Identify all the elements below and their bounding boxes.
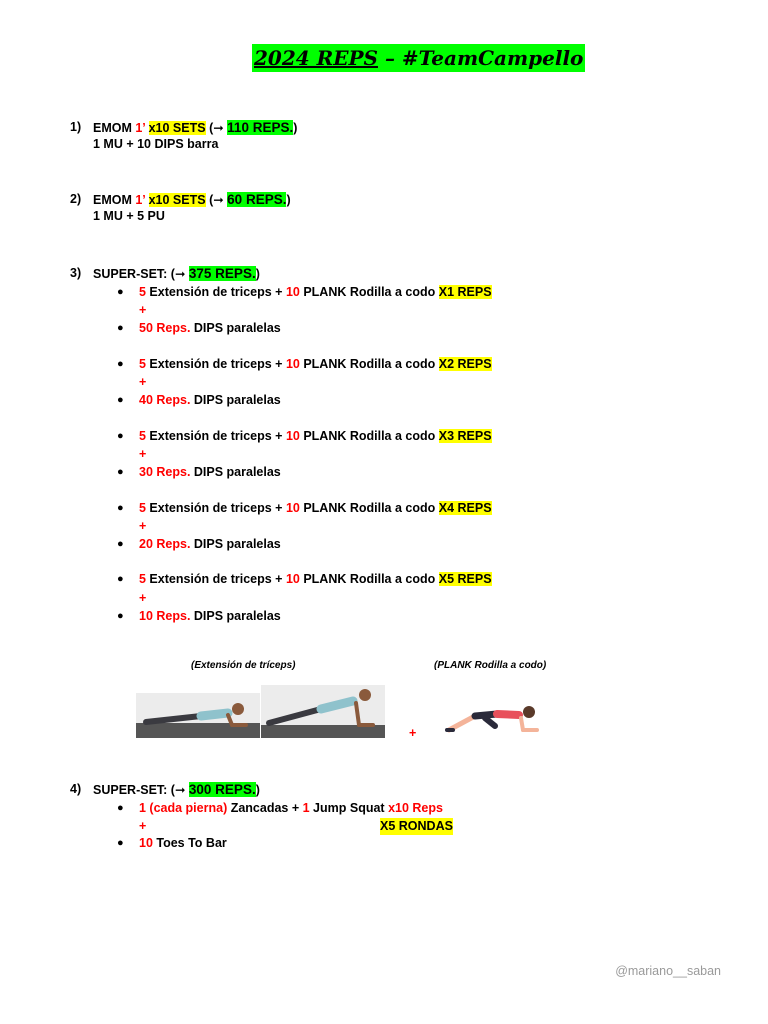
round-5-plank: PLANK Rodilla a codo	[299, 572, 439, 586]
round-1-plank: PLANK Rodilla a codo	[299, 285, 439, 299]
round-4-dips-reps: 20 Reps.	[139, 537, 191, 551]
section-3-reps: 375 REPS.	[188, 266, 256, 281]
round-1-dips	[139, 320, 281, 337]
round-4-dips	[139, 536, 281, 553]
bullet-marker: ●	[117, 837, 124, 849]
round-4-plus: +	[139, 519, 147, 533]
round-5-dips-reps: 10 Reps.	[139, 609, 191, 623]
section-1-number: 1)	[70, 120, 82, 134]
section-2-time: 1’	[135, 193, 146, 207]
bullet-marker: ●	[117, 394, 124, 406]
round-5-triceps-count: 5	[139, 572, 146, 586]
round-5-plank-count: 10	[285, 572, 300, 586]
section-2-reps: 60 REPS.	[227, 192, 287, 207]
section-4-heading	[93, 781, 260, 798]
section-4-number: 4)	[70, 782, 82, 796]
round-5-dips	[139, 608, 281, 625]
round-1-plank-count: 10	[285, 285, 300, 299]
author-handle: @mariano__saban	[615, 964, 721, 978]
section-2-close: )	[286, 193, 291, 207]
round-4-triceps-count: 5	[139, 501, 146, 515]
section-4-reps-multiplier: x10 Reps	[388, 801, 443, 815]
toes-to-bar-label: Toes To Bar	[152, 836, 227, 850]
round-4-dips-label: DIPS paralelas	[190, 537, 281, 551]
round-3-triceps: Extensión de triceps +	[145, 429, 286, 443]
section-2-sets: x10 SETS	[148, 193, 206, 207]
round-4-multiplier: X4 REPS	[438, 501, 492, 515]
round-3-triceps-count: 5	[139, 429, 146, 443]
round-2-triceps-count: 5	[139, 357, 146, 371]
title-year-reps: 2024 REPS	[254, 46, 378, 70]
round-4-exercise	[139, 500, 492, 517]
round-3-multiplier: X3 REPS	[438, 429, 492, 443]
round-2-dips	[139, 392, 281, 409]
section-1-reps: 110 REPS.	[227, 120, 294, 135]
round-5-triceps: Extensión de triceps +	[145, 572, 286, 586]
round-1-triceps-count: 5	[139, 285, 146, 299]
round-2-exercise	[139, 356, 492, 373]
section-1-sets: x10 SETS	[148, 121, 206, 135]
section-2-detail: 1 MU + 5 PU	[93, 209, 165, 223]
round-4-triceps: Extensión de triceps +	[145, 501, 286, 515]
round-5-multiplier: X5 REPS	[438, 572, 492, 586]
plank-knee-to-elbow-illustration	[445, 698, 545, 736]
section-4-line-1	[139, 800, 443, 817]
triceps-caption: (Extensión de tríceps)	[191, 660, 296, 671]
bullet-marker: ●	[117, 802, 124, 814]
lunge-label: Zancadas +	[227, 801, 303, 815]
images-plus: +	[409, 726, 417, 740]
bullet-marker: ●	[117, 286, 124, 298]
section-1-arrow: (➞	[209, 121, 228, 135]
section-2-label: EMOM	[93, 193, 136, 207]
section-1-close: )	[293, 121, 298, 135]
round-5-exercise	[139, 571, 492, 588]
bullet-marker: ●	[117, 430, 124, 442]
bullet-marker: ●	[117, 322, 124, 334]
bullet-marker: ●	[117, 358, 124, 370]
section-1-time: 1’	[135, 121, 146, 135]
round-1-triceps: Extensión de triceps +	[145, 285, 286, 299]
round-3-dips-label: DIPS paralelas	[190, 465, 281, 479]
round-3-exercise	[139, 428, 492, 445]
triceps-extension-photo-2	[261, 685, 385, 738]
section-4-close: )	[255, 783, 260, 797]
section-4-rounds: X5 RONDAS	[380, 819, 453, 833]
bullet-marker: ●	[117, 538, 124, 550]
round-5-dips-label: DIPS paralelas	[190, 609, 281, 623]
round-2-plank-count: 10	[285, 357, 300, 371]
section-1-label: EMOM	[93, 121, 136, 135]
round-3-dips-reps: 30 Reps.	[139, 465, 191, 479]
section-3-close: )	[255, 267, 260, 281]
section-2-heading	[93, 191, 291, 208]
round-3-plank: PLANK Rodilla a codo	[299, 429, 439, 443]
round-1-multiplier: X1 REPS	[438, 285, 492, 299]
bullet-marker: ●	[117, 573, 124, 585]
section-3-heading	[93, 265, 260, 282]
round-1-dips-reps: 50 Reps.	[139, 321, 191, 335]
plank-caption: (PLANK Rodilla a codo)	[434, 660, 547, 671]
page-title	[252, 44, 585, 72]
section-3-number: 3)	[70, 266, 82, 280]
round-1-exercise	[139, 284, 492, 301]
section-2-arrow: (➞	[209, 193, 228, 207]
section-1-heading	[93, 119, 297, 136]
section-1-detail: 1 MU + 10 DIPS barra	[93, 137, 219, 151]
round-1-plus: +	[139, 303, 147, 317]
section-2-number: 2)	[70, 192, 82, 206]
title-team: – #TeamCampello	[377, 46, 584, 70]
toes-to-bar-count: 10	[139, 836, 153, 850]
section-4-label: SUPER-SET: (➞	[93, 783, 189, 797]
round-2-plank: PLANK Rodilla a codo	[299, 357, 439, 371]
round-4-plank-count: 10	[285, 501, 300, 515]
jump-squat-label: Jump Squat	[309, 801, 389, 815]
bullet-marker: ●	[117, 610, 124, 622]
section-4-plus: +	[139, 819, 147, 833]
section-4-line-2	[139, 835, 227, 852]
round-3-plus: +	[139, 447, 147, 461]
triceps-extension-photo-1	[136, 693, 260, 738]
jump-squat-count: 1	[302, 801, 310, 815]
round-3-plank-count: 10	[285, 429, 300, 443]
round-1-dips-label: DIPS paralelas	[190, 321, 281, 335]
round-4-plank: PLANK Rodilla a codo	[299, 501, 439, 515]
round-2-triceps: Extensión de triceps +	[145, 357, 286, 371]
section-4-reps: 300 REPS.	[188, 782, 256, 797]
round-2-dips-label: DIPS paralelas	[190, 393, 281, 407]
section-3-label: SUPER-SET: (➞	[93, 267, 189, 281]
round-3-dips	[139, 464, 281, 481]
round-2-multiplier: X2 REPS	[438, 357, 492, 371]
round-2-dips-reps: 40 Reps.	[139, 393, 191, 407]
lunge-count: 1 (cada pierna)	[139, 801, 228, 815]
bullet-marker: ●	[117, 502, 124, 514]
bullet-marker: ●	[117, 466, 124, 478]
round-5-plus: +	[139, 591, 147, 605]
round-2-plus: +	[139, 375, 147, 389]
